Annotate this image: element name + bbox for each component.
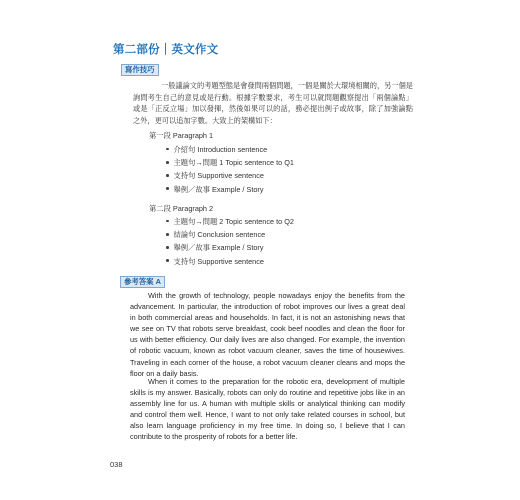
list-item: 舉例／故事 Example / Story [166, 183, 294, 196]
reference-answer-tag: 參考答案 A [120, 276, 165, 288]
list-item: 支持句 Supportive sentence [166, 169, 294, 182]
essay-paragraph-1 [130, 290, 405, 379]
list-item: 支持句 Supportive sentence [166, 255, 294, 268]
writing-tips-tag: 寫作技巧 [121, 64, 159, 76]
essay-text: With the growth of technology, people nowadays enjoy the benefits from the advancement. In particular, the introduction of robot improves our lives a great deal in both commercial areas and households. In fact, it is not an astonishing news that we see on TV that robots serve breakfast, cook beef noodles and clean the floor for us with better efficiency. Our daily lives are also changed. For example, the invention of robotic vacuum, known as robot vacuum cleaner, saves the time of housewives. Traveling in each corner of the house, a robot vacuum cleaner cleans and mops the floor on a daily basis. [130, 291, 405, 378]
section-title: 第二部份｜英文作文 [113, 44, 219, 56]
essay-text: When it comes to the preparation for the robotic era, development of multiple skills is my answer. Basically, robots can only do routine and repetitive jobs like in an assembly line for us. A human with multiple skills or analytical thinking can modify and control them well. Hence, I want to not only take related courses in school, but also learn language proficiency in my free time. In doing so, I believe that I can contribute to the prosperity of robots for a better life. [130, 377, 405, 442]
list-item: 主題句→問題 1 Topic sentence to Q1 [166, 156, 294, 169]
list-item: 主題句→問題 2 Topic sentence to Q2 [166, 215, 294, 228]
page-number: 038 [110, 460, 123, 469]
essay-paragraph-2 [130, 376, 405, 443]
list-item: 舉例／故事 Example / Story [166, 241, 294, 254]
list-item: 結論句 Conclusion sentence [166, 228, 294, 241]
paragraph2-structure-list [166, 215, 294, 268]
writing-tips-intro [133, 80, 413, 126]
paragraph1-structure-list [166, 143, 294, 196]
list-item: 介紹句 Introduction sentence [166, 143, 294, 156]
paragraph1-label: 第一段 Paragraph 1 [149, 131, 214, 140]
paragraph2-label: 第二段 Paragraph 2 [149, 204, 214, 213]
intro-text: 一般議論文的考題型態是會發問兩個問題，一個是關於大環境相關的，另一個是詢問考生自己的意見或是行動。根據字數要求，考生可以就問題觀察提出「兩個論點」或是「正反立場」加以發揮，然後如果可以的話，務必提出例子或故事，除了加強論點之外，更可以追加字數。大致上的架構如下： [133, 81, 413, 125]
